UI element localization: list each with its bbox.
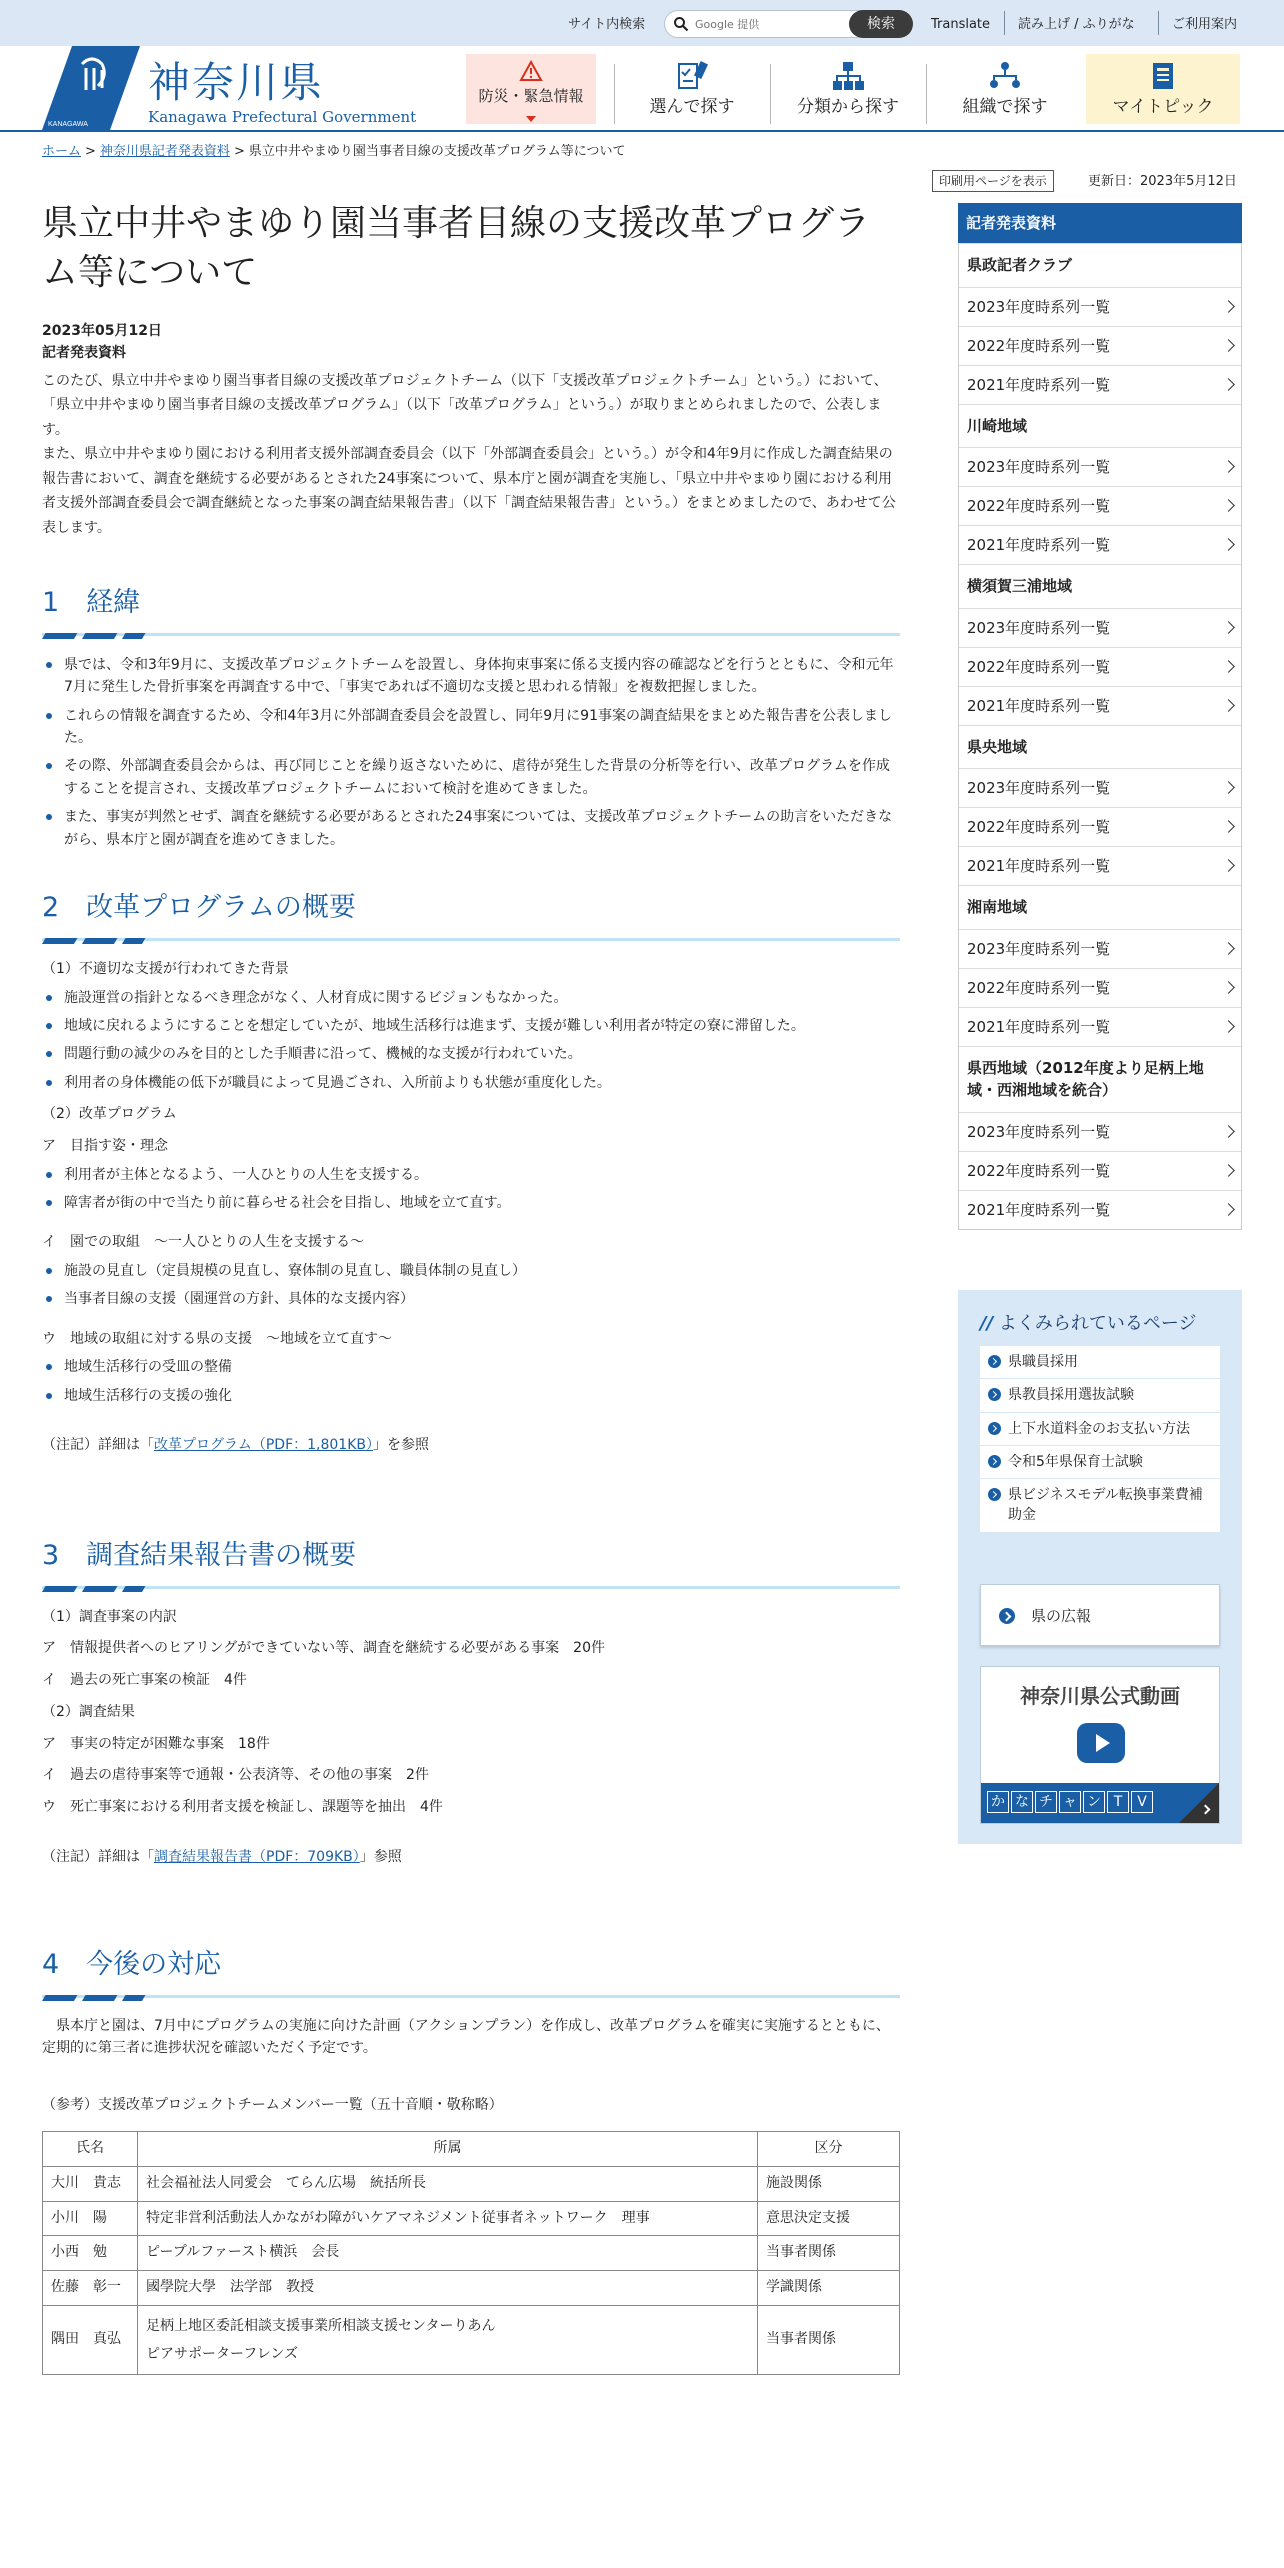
play-icon	[1077, 1723, 1125, 1763]
divider	[1004, 11, 1005, 35]
notebook-icon	[1149, 60, 1177, 92]
sidebar-group-heading: 横須賀三浦地域	[959, 564, 1241, 608]
facility-list	[42, 1260, 900, 1311]
list-item: また、事実が判然とせず、調査を継続する必要があるとされた24事案については、支援改革プロジェクトチームの助言をいただきながら、県本庁と園が調査を進めてきました。	[42, 806, 900, 851]
section-heading: 2 改革プログラムの概要	[42, 887, 900, 941]
col-header: 所属	[138, 2132, 758, 2167]
checklist-icon	[675, 60, 709, 92]
chevron-right-icon	[1222, 699, 1235, 712]
kanachan-tv-banner: か な チ ャ ン T V	[981, 1783, 1219, 1823]
list-item: 問題行動の減少のみを目的とした手順書に沿って、機械的な支援が行われていた。	[42, 1043, 900, 1065]
chevron-right-icon	[1222, 859, 1235, 872]
sidebar-link[interactable]: 2021年度時系列一覧	[959, 525, 1241, 564]
chevron-right-icon	[1222, 1020, 1235, 1033]
chevron-right-icon	[1222, 460, 1235, 473]
subheading: （1）不適切な支援が行われてきた背景	[42, 960, 289, 977]
text-line: ア 情報提供者へのヒアリングができていない等、調査を継続する必要がある事案 20件	[42, 1640, 605, 1657]
report-pdf-link[interactable]: 調査結果報告書（PDF：709KB）	[154, 1848, 360, 1865]
sidebar-link[interactable]: 2022年度時系列一覧	[959, 807, 1241, 846]
sidebar-link[interactable]: 2023年度時系列一覧	[959, 608, 1241, 647]
popular-link[interactable]: 県ビジネスモデル転換事業費補助金	[980, 1479, 1220, 1533]
utility-bar	[0, 0, 1284, 46]
koho-label: 県の広報	[1031, 1607, 1092, 1625]
nav-choose[interactable]	[616, 54, 768, 124]
col-header: 区分	[758, 2132, 900, 2167]
background-list	[42, 987, 900, 1095]
list-item: 利用者の身体機能の低下が職員によって見過ごされ、入所前よりも状態が重度化した。	[42, 1072, 900, 1094]
chevron-right-icon	[1222, 538, 1235, 551]
table-row: 小川 陽 特定非営利活動法人かながわ障がいケアマネジメント従事者ネットワーク 理事 意思決定支援	[43, 2201, 900, 2236]
chevron-right-icon	[1222, 660, 1235, 673]
divider	[926, 64, 927, 124]
nav-category[interactable]	[772, 54, 924, 124]
page-title: 県立中井やまゆり園当事者目線の支援改革プログラム等について	[42, 203, 871, 293]
section-heading: 4 今後の対応	[42, 1944, 900, 1998]
publish-date: 2023年05月12日	[42, 323, 162, 340]
arrow-circle-icon	[988, 1488, 1001, 1501]
popular-list	[980, 1346, 1220, 1533]
popular-pages	[958, 1290, 1242, 1844]
text-line: ア 事実の特定が困難な事案 18件	[42, 1735, 270, 1752]
sidebar-link[interactable]: 2022年度時系列一覧	[959, 326, 1241, 365]
sidebar-link[interactable]: 2023年度時系列一覧	[959, 287, 1241, 326]
breadcrumb-current: 県立中井やまゆり園当事者目線の支援改革プログラム等について	[248, 144, 626, 159]
chevron-right-icon	[1222, 820, 1235, 833]
main-content	[42, 200, 900, 2375]
logo-subtitle: Kanagawa Prefectural Government	[148, 108, 417, 126]
text-line: ウ 死亡事案における利用者支援を検証し、課題等を抽出 4件	[42, 1798, 443, 1815]
search-input[interactable]	[695, 15, 845, 33]
table-header-row	[43, 2132, 900, 2167]
subheading: ウ 地域の取組に対する県の支援 ～地域を立て直す～	[42, 1330, 392, 1347]
table-row: 大川 貴志 社会福祉法人同愛会 てらん広場 統括所長 施設関係	[43, 2166, 900, 2201]
popular-title: // よくみられているページ	[980, 1313, 1197, 1334]
future-text: 県本庁と園は、7月中にプログラムの実施に向けた計画（アクションプラン）を作成し、改革プログラムを確実に実施するとともに、定期的に第三者に進捗状況を確認いただく予定です。	[42, 2018, 890, 2056]
text-line: イ 過去の死亡事案の検証 4件	[42, 1672, 247, 1689]
nav-choose-label: 選んで探す	[649, 96, 735, 117]
table-caption: （参考）支援改革プロジェクトチームメンバー一覧（五十音順・敬称略）	[42, 2097, 503, 2114]
nav-organization[interactable]	[928, 54, 1082, 124]
svg-text:KANAGAWA: KANAGAWA	[48, 121, 88, 128]
sidebar-link[interactable]: 2023年度時系列一覧	[959, 447, 1241, 486]
sidebar-group-heading: 県政記者クラブ	[959, 243, 1241, 287]
sidebar-link[interactable]: 2021年度時系列一覧	[959, 365, 1241, 404]
chevron-right-icon	[1222, 621, 1235, 634]
list-item: 地域生活移行の受皿の整備	[42, 1356, 900, 1378]
arrow-circle-icon	[988, 1355, 1001, 1368]
chevron-right-icon	[1222, 1164, 1235, 1177]
guide-link[interactable]: ご利用案内	[1172, 17, 1238, 32]
organization-icon	[988, 60, 1022, 92]
nav-disaster[interactable]	[466, 54, 596, 124]
nav-mytopic-label: マイトピック	[1112, 96, 1214, 117]
sidebar-link[interactable]: 2023年度時系列一覧	[959, 929, 1241, 968]
chevron-right-icon	[1222, 1203, 1235, 1216]
print-button[interactable]: 印刷用ページを表示	[932, 170, 1054, 192]
chevron-right-icon	[1222, 499, 1235, 512]
list-item: 当事者目線の支援（園運営の方針、具体的な支援内容）	[42, 1288, 900, 1310]
list-item: 利用者が主体となるよう、一人ひとりの人生を支援する。	[42, 1164, 900, 1186]
divider	[1158, 11, 1159, 35]
arrow-circle-icon	[988, 1455, 1001, 1468]
subheading: ア 目指す姿・理念	[42, 1137, 168, 1154]
sidebar-press	[958, 203, 1242, 1230]
sidebar-link[interactable]: 2021年度時系列一覧	[959, 846, 1241, 885]
corner-decoration	[1179, 1783, 1219, 1823]
history-list	[42, 654, 900, 851]
chevron-right-icon	[1222, 378, 1235, 391]
updated-date: 更新日：2023年5月12日	[1088, 174, 1237, 189]
sidebar-link[interactable]: 2021年度時系列一覧	[959, 1007, 1241, 1046]
popular-link[interactable]: 県教員採用選抜試験	[980, 1379, 1220, 1412]
chevron-right-icon	[1222, 781, 1235, 794]
popular-link[interactable]: 令和5年県保育士試験	[980, 1446, 1220, 1479]
intro-text: このたび、県立中井やまゆり園当事者目線の支援改革プロジェクトチーム（以下「支援改革プロジェクトチーム」という。）において、「県立中井やまゆり園当事者目線の支援改革プログラム」（以下「改革プログラム」という。）が取りまとめられましたので、公表します。 また、県立中井やまゆり園における利用者支援外部調査委員会（以下「外部調査委員会」という。）が令和4年9月に作成した調査結果の報告書において、調査を継続する必要があるとされた24事案について、県本庁と園が調査を実施し、「県立中井やまゆり園における利用者支援外部調査委員会で調査継続となった事案の調査結果報告書」（以下「調査結果報告書」という。）をまとめましたので、あわせて公表します。	[42, 372, 896, 536]
list-item: 地域生活移行の支援の強化	[42, 1385, 900, 1407]
site-header	[0, 46, 1284, 132]
translate-link[interactable]: Translate	[931, 17, 991, 32]
sidebar-link[interactable]: 2022年度時系列一覧	[959, 968, 1241, 1007]
reform-program-pdf-link[interactable]: 改革プログラム（PDF：1,801KB）	[154, 1437, 373, 1454]
chevron-right-icon	[1222, 1125, 1235, 1138]
col-header: 氏名	[43, 2132, 138, 2167]
sidebar-link[interactable]: 2021年度時系列一覧	[959, 686, 1241, 725]
list-item: その際、外部調査委員会からは、再び同じことを繰り返さないために、虐待が発生した背景の分析等を行い、改革プログラムを作成することを提言され、支援改革プロジェクトチームにおいて検討を進めてきました。	[42, 755, 900, 800]
divider	[770, 64, 771, 124]
table-row: 佐藤 彰一 國學院大學 法学部 教授 学識関係	[43, 2270, 900, 2305]
chevron-right-icon	[1222, 300, 1235, 313]
list-item: 県では、令和3年9月に、支援改革プロジェクトチームを設置し、身体拘束事案に係る支援内容の確認などを行うとともに、令和元年7月に発生した骨折事案を再調査する中で、「事実であれば不適切な支援と思われる情報」を複数把握しました。	[42, 654, 900, 699]
sidebar-list	[958, 243, 1242, 1230]
section-heading: 1 経緯	[42, 582, 900, 636]
arrow-circle-icon	[988, 1422, 1001, 1435]
nav-category-label: 分類から探す	[797, 96, 899, 117]
note: （注記）詳細は「改革プログラム（PDF：1,801KB）」を参照	[42, 1437, 429, 1454]
divider	[614, 64, 615, 124]
breadcrumb-home[interactable]: ホーム	[42, 144, 82, 159]
video-title: 神奈川県公式動画	[1020, 1684, 1180, 1708]
search-button[interactable]: 検索	[849, 10, 913, 38]
hierarchy-icon	[831, 60, 865, 92]
warning-icon	[519, 60, 543, 82]
caret-down-icon	[526, 116, 536, 122]
sidebar-group-heading: 県西地域（2012年度より足柄上地域・西湘地域を統合）	[959, 1046, 1241, 1112]
sidebar-group-heading: 県央地域	[959, 725, 1241, 769]
chevron-right-icon	[1222, 942, 1235, 955]
sidebar-group-heading: 川崎地域	[959, 404, 1241, 448]
arrow-circle-icon	[988, 1388, 1001, 1401]
sidebar-title[interactable]: 記者発表資料	[958, 203, 1242, 243]
table-row: 小西 勉 ピープルファースト横浜 会長 当事者関係	[43, 2236, 900, 2271]
subheading: （2）改革プログラム	[42, 1106, 177, 1123]
sidebar-link[interactable]: 2023年度時系列一覧	[959, 768, 1241, 807]
nav-organization-label: 組織で探す	[962, 96, 1048, 117]
vision-list	[42, 1164, 900, 1215]
subheading: イ 園での取組 ～一人ひとりの人生を支援する～	[42, 1234, 364, 1251]
regional-list	[42, 1356, 900, 1407]
logo-title[interactable]: 神奈川県	[148, 58, 325, 107]
sidebar-group-heading: 湘南地域	[959, 885, 1241, 929]
chevron-right-icon	[1222, 339, 1235, 352]
members-table	[42, 2131, 900, 2374]
subheading: （1）調査事案の内訳	[42, 1608, 177, 1625]
search-icon	[673, 16, 689, 32]
list-item: 地域に戻れるようにすることを想定していたが、地域生活移行は進まず、支援が難しい利用者が特定の寮に滞留した。	[42, 1015, 900, 1037]
nav-mytopic[interactable]	[1086, 54, 1240, 124]
koho-button[interactable]	[980, 1584, 1220, 1646]
nav-disaster-label: 防災・緊急情報	[478, 86, 584, 105]
popular-link[interactable]: 県職員採用	[980, 1346, 1220, 1379]
section-heading: 3 調査結果報告書の概要	[42, 1535, 900, 1589]
note: （注記）詳細は「調査結果報告書（PDF：709KB）」参照	[42, 1848, 402, 1865]
table-row: 隅田 真弘 足柄上地区委託相談支援事業所相談支援センターりあん ピアサポーターフレンズ 当事者関係	[43, 2305, 900, 2374]
official-video-banner[interactable]	[980, 1666, 1220, 1824]
sidebar-link[interactable]: 2023年度時系列一覧	[959, 1112, 1241, 1151]
list-item: 施設の見直し（定員規模の見直し、寮体制の見直し、職員体制の見直し）	[42, 1260, 900, 1282]
subheading: （2）調査結果	[42, 1703, 135, 1720]
read-aloud-link[interactable]: 読み上げ / ふりがな	[1018, 17, 1135, 32]
site-search-label: サイト内検索	[568, 17, 646, 32]
chevron-right-icon	[1222, 981, 1235, 994]
list-item: 障害者が街の中で当たり前に暮らせる社会を目指し、地域を立て直す。	[42, 1192, 900, 1214]
prefecture-logo[interactable]	[42, 46, 140, 130]
breadcrumb: ホーム > 神奈川県記者発表資料 > 県立中井やまゆり園当事者目線の支援改革プログラム等について	[42, 144, 626, 159]
list-item: 施設運営の指針となるべき理念がなく、人材育成に関するビジョンもなかった。	[42, 987, 900, 1009]
document-kind: 記者発表資料	[42, 344, 126, 361]
sidebar-link[interactable]: 2022年度時系列一覧	[959, 486, 1241, 525]
arrow-circle-icon	[999, 1608, 1015, 1624]
breadcrumb-press[interactable]: 神奈川県記者発表資料	[99, 144, 230, 159]
sidebar-link[interactable]: 2021年度時系列一覧	[959, 1190, 1241, 1229]
sidebar-link[interactable]: 2022年度時系列一覧	[959, 1151, 1241, 1190]
text-line: イ 過去の虐待事案等で通報・公表済等、その他の事案 2件	[42, 1767, 429, 1784]
sidebar-link[interactable]: 2022年度時系列一覧	[959, 647, 1241, 686]
popular-link[interactable]: 上下水道料金のお支払い方法	[980, 1413, 1220, 1446]
list-item: これらの情報を調査するため、令和4年3月に外部調査委員会を設置し、同年9月に91事案の調査結果をまとめた報告書を公表しました。	[42, 705, 900, 750]
